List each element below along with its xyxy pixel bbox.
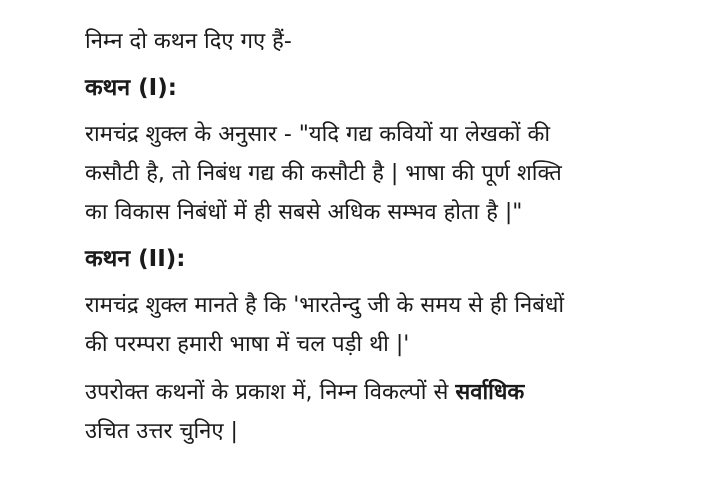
statement-2-text [85, 286, 685, 364]
intro-text: निम्न दो कथन दिए गए हैं- [85, 29, 292, 54]
statement-1-text [85, 115, 685, 232]
statement-2-line: रामचंद्र शुक्ल मानते है कि 'भारतेन्दु जी के समय से ही निबंधों [85, 293, 565, 318]
statement-1-label: कथन (I): [85, 75, 177, 101]
statement-1-line: कसौटी है, तो निबंध गद्य की कसौटी है | भाषा की पूर्ण शक्ति [85, 161, 562, 186]
question-line-1 [85, 373, 685, 412]
question-prompt [85, 373, 685, 451]
question-emphasis: सर्वाधिक [455, 380, 525, 405]
statement-2-line: की परम्परा हमारी भाषा में चल पड़ी थी |' [85, 332, 410, 357]
question-content [85, 22, 685, 460]
question-line-1-text: उपरोक्त कथनों के प्रकाश में, निम्न विकल्पों से [85, 380, 456, 405]
question-line-2: उचित उत्तर चुनिए | [85, 419, 238, 444]
statement-2-label: कथन (II): [85, 246, 186, 272]
statement-1-line: का विकास निबंधों में ही सबसे अधिक सम्भव होता है |" [85, 200, 523, 225]
statement-1-line: रामचंद्र शुक्ल के अनुसार - "यदि गद्य कवियों या लेखकों की [85, 122, 551, 147]
